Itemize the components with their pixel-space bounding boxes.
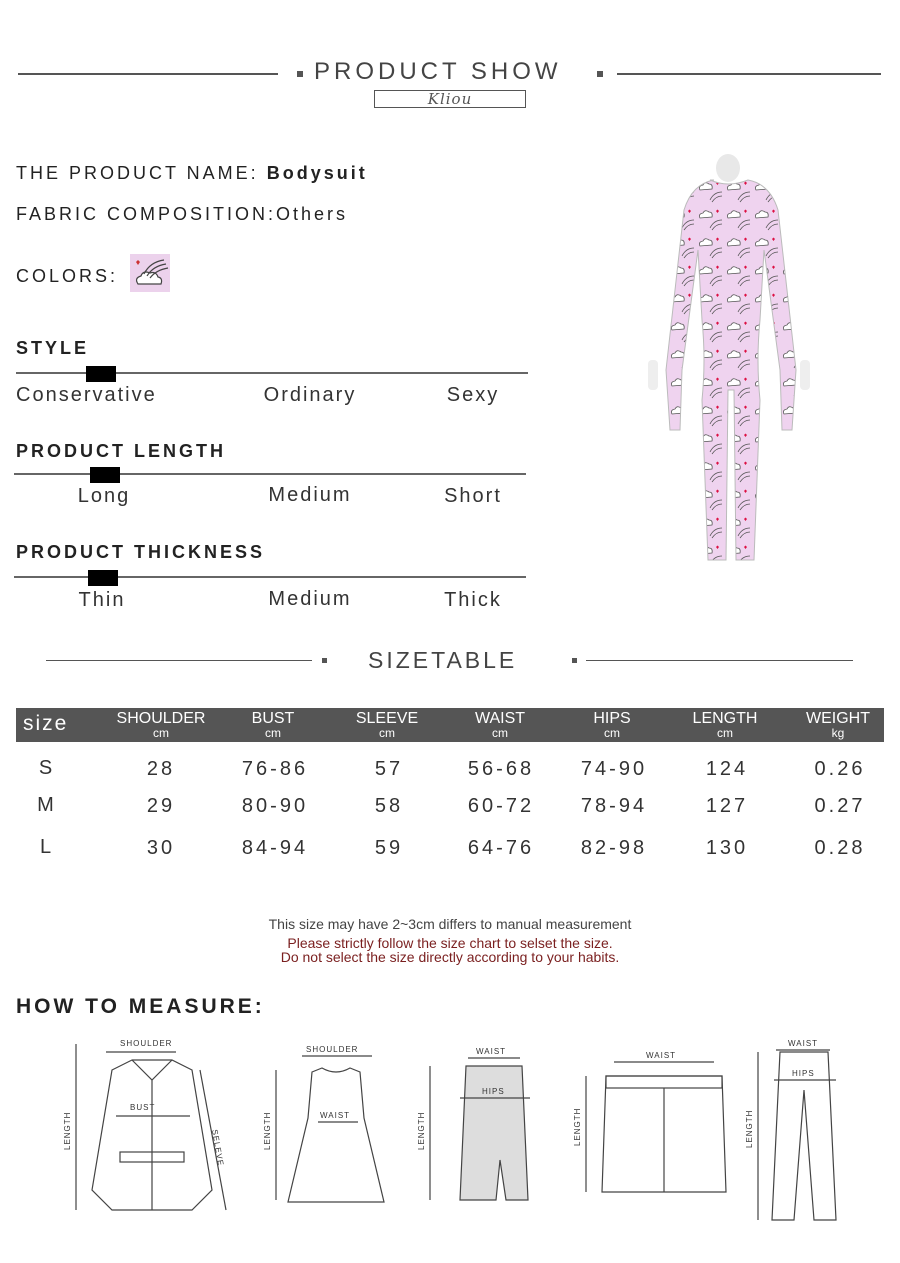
table-cell: 84-94	[241, 837, 309, 859]
table-cell: 130	[705, 837, 749, 859]
table-cell: 59	[374, 837, 404, 859]
col-waist: WAIST cm	[474, 710, 526, 740]
dress-diagram	[276, 1056, 384, 1202]
thickness-option-thin[interactable]: Thin	[78, 589, 126, 611]
label-waist-shorts: WAIST	[646, 1051, 677, 1060]
table-cell: 124	[705, 758, 749, 780]
sizetable-right-bullet	[572, 658, 577, 663]
style-option-conservative[interactable]: Conservative	[16, 384, 157, 406]
label-waist-pants: WAIST	[788, 1039, 819, 1048]
table-cell: 82-98	[580, 837, 648, 859]
product-name-value: Bodysuit	[266, 163, 368, 183]
col-shoulder: SHOULDER cm	[116, 710, 206, 740]
fabric-row	[16, 204, 348, 225]
label-bust: BUST	[130, 1103, 156, 1112]
label-shoulder-dress: SHOULDER	[306, 1045, 359, 1054]
mannequin-hand-right	[800, 360, 810, 390]
mannequin-neck	[716, 154, 740, 182]
table-cell: 0.27	[814, 795, 866, 817]
header-left-bullet	[297, 71, 303, 77]
size-table-header	[16, 708, 884, 742]
length-option-medium[interactable]: Medium	[268, 484, 352, 506]
table-cell: 28	[146, 758, 176, 780]
bodysuit-shape	[666, 180, 796, 560]
jacket-diagram	[76, 1044, 226, 1210]
table-cell: 57	[374, 758, 404, 780]
sizetable-left-bullet	[322, 658, 327, 663]
table-cell: 127	[705, 795, 749, 817]
size-cell: S	[38, 757, 56, 779]
label-waist-skirt: WAIST	[476, 1047, 507, 1056]
label-hips-skirt: HIPS	[482, 1087, 505, 1096]
unicorn-print-icon	[130, 254, 170, 292]
col-bust: BUST cm	[251, 710, 295, 740]
size-header: size	[23, 712, 69, 735]
table-cell: 74-90	[580, 758, 648, 780]
measure-diagrams	[40, 1030, 880, 1230]
table-cell: 30	[146, 837, 176, 859]
col-weight: WEIGHT kg	[806, 710, 870, 740]
mannequin-hand-left	[648, 360, 658, 390]
thickness-title: PRODUCT THICKNESS	[16, 542, 266, 562]
sizetable-title: SIZETABLE	[368, 647, 518, 673]
label-sleeve: SELEVE	[210, 1128, 226, 1167]
brand-label: Kliou	[374, 90, 526, 108]
page-title: PRODUCT SHOW	[314, 58, 562, 85]
label-length-shorts: LENGTH	[573, 1107, 582, 1146]
thickness-option-medium[interactable]: Medium	[268, 588, 352, 610]
label-waist-dress: WAIST	[320, 1111, 351, 1120]
fabric-label: FABRIC COMPOSITION:	[16, 204, 277, 224]
product-name-row	[16, 163, 368, 184]
header-right-bullet	[597, 71, 603, 77]
shorts-diagram	[586, 1062, 726, 1192]
thickness-option-thick[interactable]: Thick	[444, 589, 502, 611]
style-title: STYLE	[16, 338, 90, 358]
table-cell: 78-94	[580, 795, 648, 817]
size-cell: L	[39, 836, 55, 858]
thickness-marker[interactable]	[88, 570, 118, 586]
col-hips: HIPS cm	[593, 710, 631, 740]
size-warning-1: Please strictly follow the size chart to selset the size.	[287, 935, 613, 951]
product-name-label: THE PRODUCT NAME:	[16, 163, 259, 183]
table-cell: 29	[146, 795, 176, 817]
col-length: LENGTH cm	[692, 710, 758, 740]
table-cell: 58	[374, 795, 404, 817]
color-swatch[interactable]	[130, 254, 170, 292]
label-length-pants: LENGTH	[745, 1109, 754, 1148]
size-warning-2: Do not select the size directly according to your habits.	[280, 949, 620, 965]
header-right-rule	[617, 73, 881, 75]
style-option-ordinary[interactable]: Ordinary	[263, 384, 357, 406]
size-cell: M	[37, 794, 57, 816]
label-hips-pants: HIPS	[792, 1069, 815, 1078]
style-option-sexy[interactable]: Sexy	[446, 384, 500, 406]
table-cell: 80-90	[241, 795, 309, 817]
style-marker[interactable]	[86, 366, 116, 382]
length-option-short[interactable]: Short	[444, 485, 502, 507]
table-cell: 0.26	[814, 758, 866, 780]
sizetable-left-rule	[46, 660, 312, 661]
size-note: This size may have 2~3cm differs to manual measurement	[268, 916, 632, 932]
col-sleeve: SLEEVE cm	[355, 710, 419, 740]
label-length-dress: LENGTH	[263, 1111, 272, 1150]
label-length-jacket: LENGTH	[63, 1111, 72, 1150]
sizetable-right-rule	[586, 660, 853, 661]
table-cell: 64-76	[467, 837, 535, 859]
table-cell: 60-72	[467, 795, 535, 817]
product-photo	[640, 150, 820, 610]
length-option-long[interactable]: Long	[77, 485, 131, 507]
table-cell: 0.28	[814, 837, 866, 859]
colors-label: COLORS:	[16, 266, 119, 286]
length-title: PRODUCT LENGTH	[16, 441, 226, 461]
length-marker[interactable]	[90, 467, 120, 483]
skirt-diagram	[430, 1058, 530, 1200]
header-left-rule	[18, 73, 278, 75]
label-length-skirt: LENGTH	[417, 1111, 426, 1150]
how-to-measure-title: HOW TO MEASURE:	[16, 995, 265, 1018]
fabric-value: Others	[276, 204, 349, 224]
table-cell: 56-68	[467, 758, 535, 780]
label-shoulder: SHOULDER	[120, 1039, 173, 1048]
table-cell: 76-86	[241, 758, 309, 780]
